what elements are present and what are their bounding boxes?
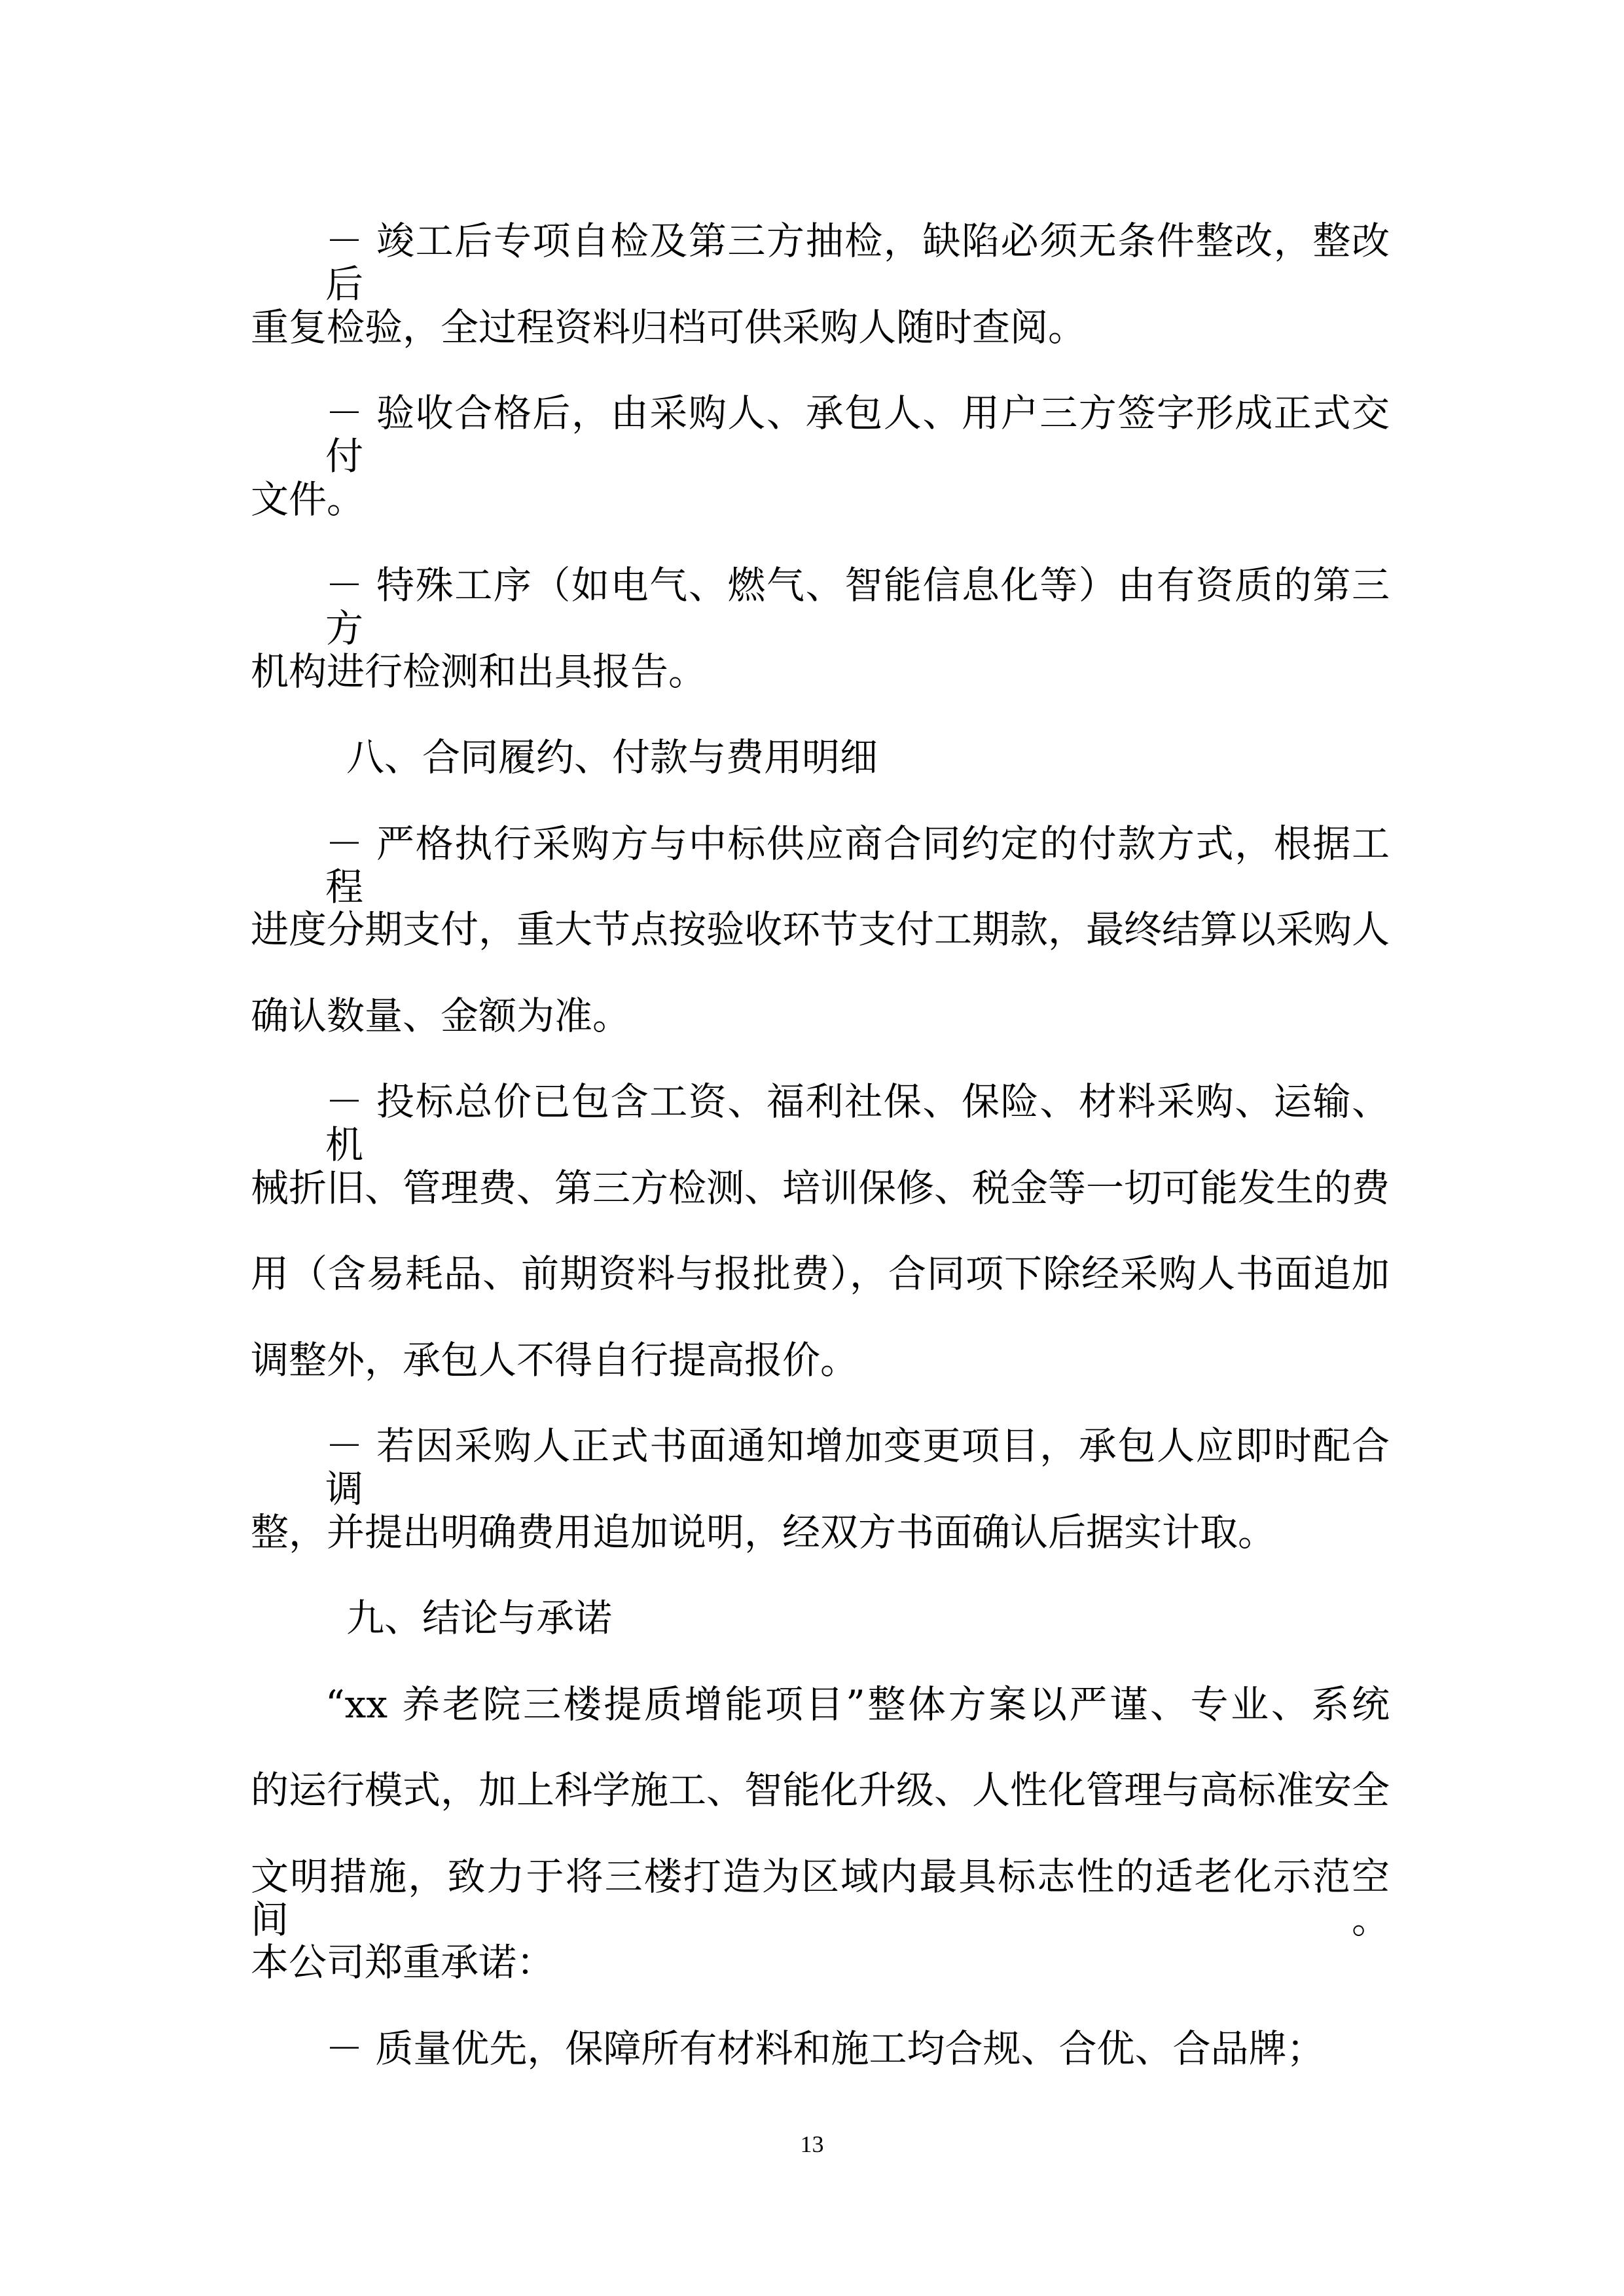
text-line: “xx 养老院三楼提质增能项目”整体方案以严谨、专业、系统 [325, 1681, 1390, 1727]
section-heading: 九、结论与承诺 [346, 1596, 613, 1640]
text-line: － 若因采购人正式书面通知增加变更项目，承包人应即时配合调 [325, 1424, 1390, 1511]
text-line: － 特殊工序（如电气、燃气、智能信息化等）由有资质的第三方 [325, 563, 1390, 651]
text-line: 重复检验，全过程资料归档可供采购人随时查阅。 [251, 304, 1087, 350]
text-line: 确认数量、金额为准。 [251, 993, 631, 1038]
text-line: － 严格执行采购方与中标供应商合同约定的付款方式，根据工程 [325, 821, 1390, 909]
text-line: 本公司郑重承诺： [251, 1940, 555, 1984]
text-line: 文明措施，致力于将三楼打造为区域内最具标志性的适老化示范空间。 [251, 1854, 1390, 1942]
text-line: － 质量优先，保障所有材料和施工均合规、合优、合品牌； [325, 2026, 1325, 2071]
text-line: 机构进行检测和出具报告。 [251, 649, 707, 694]
text-line: 械折旧、管理费、第三方检测、培训保修、税金等一切可能发生的费 [251, 1165, 1390, 1210]
text-line: － 验收合格后，由采购人、承包人、用户三方签字形成正式交付 [325, 391, 1390, 478]
text-line: 文件。 [251, 476, 365, 522]
text-line: 用（含易耗品、前期资料与报批费），合同项下除经采购人书面追加 [251, 1251, 1390, 1296]
page-number: 13 [800, 2131, 824, 2157]
text-line: 调整外，承包人不得自行提高报价。 [251, 1337, 859, 1382]
text-line: － 竣工后专项自检及第三方抽检，缺陷必须无条件整改，整改后 [325, 219, 1390, 306]
section-heading: 八、合同履约、付款与费用明细 [346, 735, 878, 780]
text-line: 进度分期支付，重大节点按验收环节支付工期款，最终结算以采购人 [251, 907, 1390, 952]
text-line: 的运行模式，加上科学施工、智能化升级、人性化管理与高标准安全 [251, 1768, 1390, 1812]
text-line: － 投标总价已包含工资、福利社保、保险、材料采购、运输、机 [325, 1079, 1390, 1167]
text-line: 整，并提出明确费用追加说明，经双方书面确认后据实计取。 [251, 1509, 1276, 1554]
